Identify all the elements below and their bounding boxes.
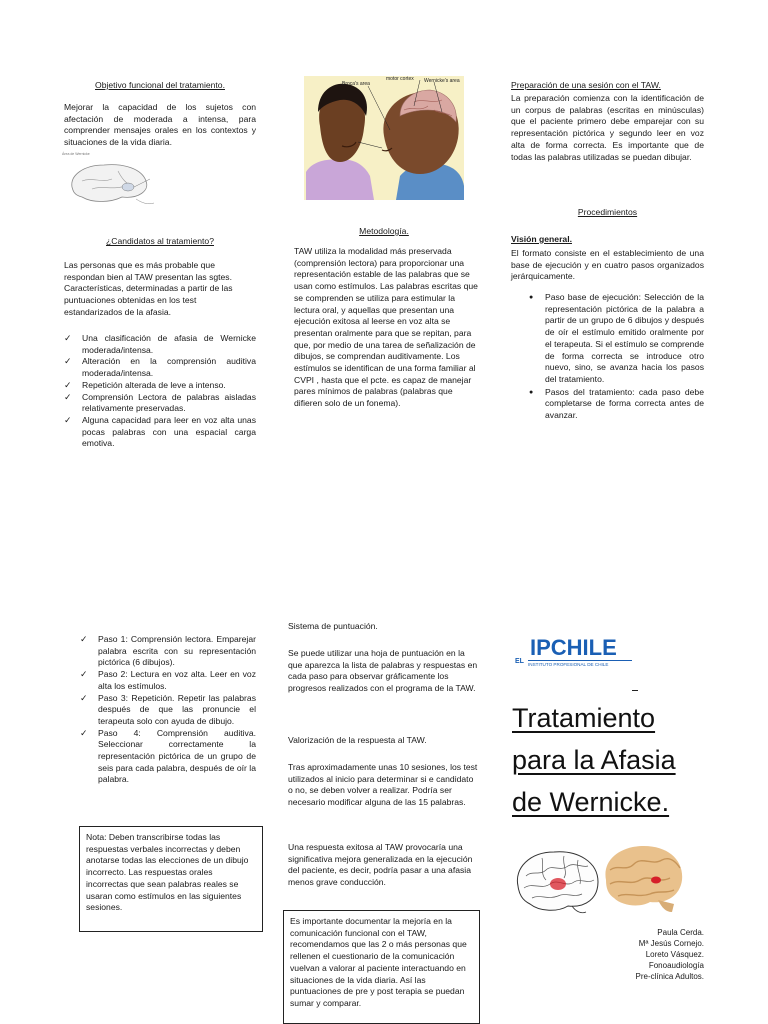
valorization-text: Tras aproximadamente unas 10 sesiones, los test utilizados al inicio para determinar si e candidato o no, se deben volver a realizar. Podría ser necesario modificar alguna de las 15 palabras. bbox=[288, 762, 478, 808]
candidate-item: ✓ Una clasificación de afasia de Wernicke moderada/intensa. bbox=[64, 333, 256, 356]
procedure-bullet: ● Paso base de ejecución: Selección de la representación pictórica de la palabra a partir de un grupo de 6 dibujos y después de oír el estímulo emitido oralmente por el terapeuta. Si el estímulo se comprende de forma correcta se introduce otro nuevo, sino, se avanza hacia los pasos del tratamiento. bbox=[525, 292, 704, 386]
author-line: Loreto Vásquez. bbox=[645, 950, 704, 959]
cover-dash bbox=[632, 690, 638, 691]
brain-photo bbox=[600, 842, 686, 916]
logo-wordmark: IPCHILE bbox=[530, 635, 617, 660]
objective-text: Mejorar la capacidad de los sujetos con afectación de moderada a intensa, para comprender mensajes orales en los contextos y situaciones de la vida diaria. bbox=[64, 102, 256, 148]
candidates-intro: Las personas que es más probable que respondan bien al TAW presentan las sgtes. Características, determinadas a partir de las puntuaciones obtenidas en los test estandarizados de la afasia. bbox=[64, 260, 233, 317]
candidate-item: ✓ Alteración en la comprensión auditiva moderada/intensa. bbox=[64, 356, 256, 379]
overview-heading: Visión general. bbox=[511, 234, 572, 244]
step-item: ✓ Paso 4: Comprensión auditiva. Seleccionar correctamente la representación pictórica de un grupo de seis para cada palabra, después de oír la palabra. bbox=[80, 728, 256, 787]
candidates-list bbox=[64, 333, 256, 450]
prep-heading: Preparación de una sesión con el TAW. bbox=[511, 80, 661, 90]
success-text: Una respuesta exitosa al TAW provocaría una significativa mejora generalizada en la ejecución del paciente, es decir, podría pasar a una afasia menos grave conducción. bbox=[288, 842, 473, 888]
ipchile-logo bbox=[512, 636, 632, 672]
logo-prefix: EL bbox=[515, 658, 524, 665]
scoring-text: Se puede utilizar una hoja de puntuación en la que aparezca la lista de palabras y respuestas en cada paso para observar gráficamente los progresos realizados con el programa de la TAW. bbox=[288, 648, 478, 694]
candidates-heading: ¿Candidatos al tratamiento? bbox=[106, 236, 214, 246]
procedure-bullet: ● Pasos del tratamiento: cada paso debe completarse de forma correcta antes de avanzar. bbox=[525, 387, 704, 422]
candidate-item: ✓ Comprensión Lectora de palabras aisladas relativamente preservadas. bbox=[64, 392, 256, 415]
steps-list bbox=[80, 634, 256, 786]
brocas-area-label: Broca's area bbox=[342, 81, 370, 87]
documentation-text: Es importante documentar la mejoría en la comunicación funcional con el TAW, recomendamos que las 2 o más personas que rellenen el cuestionario de la comunicación vuelvan a valorar al paciente interactuando en situaciones de la vida diaria. Así las puntuaciones de pre y post terapia se puedan sumar y comparar. bbox=[290, 916, 467, 1008]
step-item: ✓ Paso 1: Comprensión lectora. Emparejar palabra escrita con su representación pictórica (6 dibujos). bbox=[80, 634, 256, 669]
objective-heading: Objetivo funcional del tratamiento. bbox=[95, 80, 225, 90]
step-item: ✓ Paso 2: Lectura en voz alta. Leer en voz alta los estímulos. bbox=[80, 669, 256, 692]
wernicke-diagram-small bbox=[62, 152, 162, 209]
author-line: Fonoaudiología bbox=[648, 961, 704, 970]
prep-text: La preparación comienza con la identificación de un corpus de palabras (escritas en minúsculas) que el paciente primero debe emparejar con su representación pictórica y segundo leer en voz alta de forma correcta. Es importante que de todas las palabras utilizadas se puedan dibujar. bbox=[511, 93, 704, 162]
note-box bbox=[79, 826, 263, 932]
title-line: Tratamiento bbox=[512, 703, 656, 733]
candidate-item: ✓ Alguna capacidad para leer en voz alta unas pocas palabras con una espacial carga emotiva. bbox=[64, 415, 256, 450]
logo-subtitle: INSTITUTO PROFESIONAL DE CHILE bbox=[528, 660, 632, 667]
note-text: Nota: Deben transcribirse todas las respuestas verbales incorrectas y deben anotarse todas las elecciones de un dibujo incorrecto. Las respuestas orales incorrectas que sean palabras reales se usaran como estímulos en las siguientes sesiones. bbox=[86, 832, 249, 913]
brain-lesion-diagram bbox=[512, 846, 602, 916]
documentation-box bbox=[283, 910, 480, 1024]
title-line: de Wernicke. bbox=[512, 787, 670, 817]
speech-brain-illustration bbox=[304, 76, 464, 200]
cover-title bbox=[512, 697, 742, 823]
motor-cortex-label: motor cortex bbox=[386, 76, 414, 82]
overview-text: El formato consiste en el establecimiento de una base de ejecución y en cuatro pasos organizados jerárquicamente. bbox=[511, 248, 704, 282]
title-line: para la Afasia bbox=[512, 745, 676, 775]
step-item: ✓ Paso 3: Repetición. Repetir las palabras después de que las pronuncie el terapeuta solo con ayuda de dibujo. bbox=[80, 693, 256, 728]
authors-block bbox=[560, 927, 704, 982]
scoring-heading: Sistema de puntuación. bbox=[288, 621, 378, 631]
procedure-bullets bbox=[525, 292, 704, 423]
wernickes-area-label: Wernicke's area bbox=[424, 78, 460, 84]
candidate-item: ✓ Repetición alterada de leve a intenso. bbox=[64, 380, 256, 392]
author-line: Mª Jesús Cornejo. bbox=[638, 939, 704, 948]
procedures-heading: Procedimientos bbox=[577, 207, 638, 217]
author-line: Pre-clínica Adultos. bbox=[635, 972, 704, 981]
diagram-caption: Área de Wernicke bbox=[62, 152, 90, 156]
author-line: Paula Cerda. bbox=[657, 928, 704, 937]
method-heading: Metodología. bbox=[359, 226, 409, 236]
valorization-heading: Valorización de la respuesta al TAW. bbox=[288, 735, 427, 745]
method-text: TAW utiliza la modalidad más preservada (comprensión lectora) para proporcionar una representación estable de las palabras que se usan como estímulos. Las palabras escritas que se comprenden se utiliza para estimular la lectura oral, y aquellas que presentan una ejecución exitosa al leerse en voz alta se presentan oralmente para que se repitan, para que, por medio de una tarea de señalización de dibujos, se comprendan auditivamente. Los estímulos se identifican de una forma familiar al CVPI , hasta que el pcte. es capaz de manejar pares mínimos de palabras (palabras que difieren solo de un fonema). bbox=[294, 246, 478, 409]
